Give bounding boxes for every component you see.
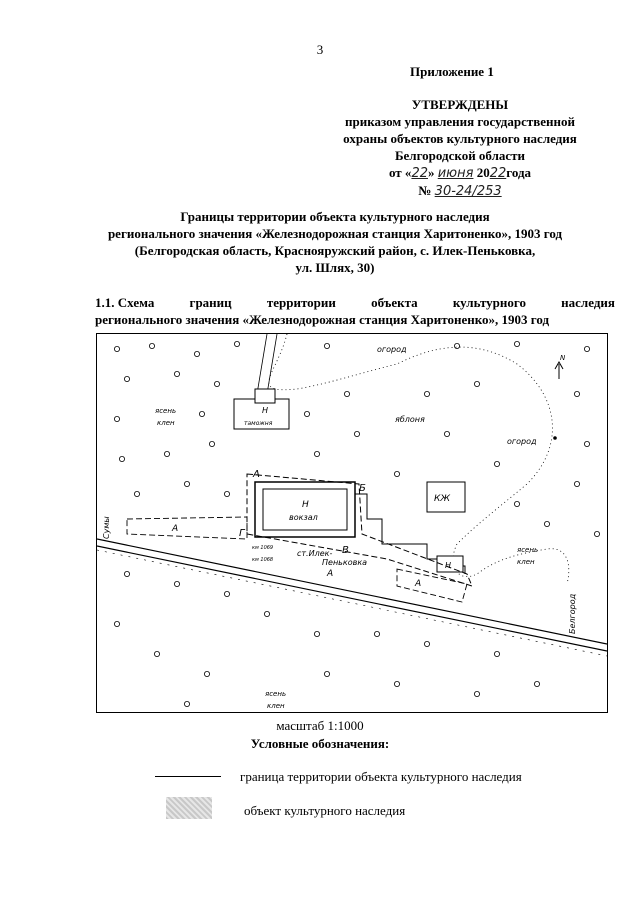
tree-marker [424,641,429,646]
point-marker [553,436,557,440]
map-label-station: вокзал [289,513,318,522]
map-label-garden-top: огород [377,345,407,354]
tree-marker [134,491,139,496]
map-zone-a: А [415,579,422,589]
map-label-road-right: Белгород [568,593,577,634]
tree-marker [304,411,309,416]
tree-marker [114,416,119,421]
map-drawing [97,334,607,712]
handwritten-month: июня [437,166,474,181]
tree-marker [224,491,229,496]
map-point-a: А [253,469,260,480]
approval-number: № 30-24/253 [418,183,502,199]
tree-marker [354,431,359,436]
legend-boundary-text: граница территории объекта культурного наследия [240,769,522,784]
tree-marker [314,451,319,456]
map-scale: масштаб 1:1000 [276,718,364,733]
tree-marker [234,341,239,346]
tree-marker [154,651,159,656]
tree-marker [374,631,379,636]
tree-marker [114,621,119,626]
legend-object-text: объект культурного наследия [244,803,406,818]
tree-marker [224,591,229,596]
tree-marker [494,651,499,656]
tree-marker [174,371,179,376]
tree-marker [209,441,214,446]
tree-marker [114,346,119,351]
map-point-v: В [342,545,349,556]
tree-marker [584,441,589,446]
map-label-customs-code: Н [262,406,269,415]
tree-marker [264,611,269,616]
tree-marker [454,343,459,348]
tree-marker [444,431,449,436]
map-label-apple: яблоня [395,415,425,424]
map-km-label: км 1068 [252,557,274,563]
document-title: Границы территории объекта культурного наследия регионального значения «Железнодорожная станция Харитоненко», 1903 год (Белгородская область, Краснояружский район, с. Илек-Пеньковка, ул. Шлях, 30) [107,209,563,275]
map-label-station-name: Пеньковка [322,558,368,567]
tree-marker [204,671,209,676]
tree-marker [514,501,519,506]
tree-marker [184,481,189,486]
tree-marker [184,701,189,706]
approval-block [300,96,620,200]
zone-a-left [127,517,247,539]
tree-marker [594,531,599,536]
tree-marker [474,381,479,386]
tree-marker [324,671,329,676]
approval-line: Белгородской области [394,148,526,163]
rail-line-top [97,539,607,644]
tree-marker [119,456,124,461]
map-label-maple: клен [267,702,285,710]
tree-marker [194,351,199,356]
north-arrow-icon [555,362,563,379]
map-small-n: Н [445,561,452,570]
path-line [267,334,277,394]
map-label-kzh: КЖ [434,494,451,504]
tree-markers [114,341,599,706]
map-label-road-left: Сумы [102,516,111,539]
tree-marker [124,571,129,576]
map-label-customs: таможня [244,420,273,427]
north-label: N [560,354,566,362]
handwritten-year: 22 [489,166,507,181]
tree-marker [199,411,204,416]
tree-marker [214,381,219,386]
tree-marker [424,391,429,396]
tree-marker [344,391,349,396]
tree-marker [534,681,539,686]
approval-line: приказом управления государственной [345,114,575,129]
tree-marker [584,346,589,351]
handwritten-day: 22 [411,166,428,181]
handwritten-number: 30-24/253 [434,184,502,199]
map-label-station-name: ст.Илек- [297,549,333,558]
tree-marker [164,451,169,456]
approval-date: от «22» июня 2022года [388,165,532,181]
approval-line: охраны объектов культурного наследия [343,131,577,146]
approval-heading: УТВЕРЖДЕНЫ [411,97,509,112]
tree-marker [494,461,499,466]
legend-object-swatch [166,797,212,819]
tree-marker [394,471,399,476]
tree-marker [124,376,129,381]
map-label-ash: ясень [265,690,287,698]
map-label-garden-right: огород [507,437,537,446]
boundary-map [96,333,608,713]
map-point-b: Б [359,483,366,494]
section-title: 1.1. Схема границ территории объекта культурного наследия регионального значения «Железнодорожная станция Харитоненко», 1903 год [95,295,615,327]
path-line [257,334,267,394]
map-km-label: км 1069 [252,545,274,551]
tree-marker [574,481,579,486]
zone-a-right [397,569,467,602]
legend-boundary-line [155,776,221,777]
appendix-label: Приложение 1 [410,64,494,79]
tree-marker [394,681,399,686]
map-zone-a: А [172,524,179,534]
tree-marker [314,631,319,636]
map-zone-a: А [327,569,334,579]
tree-marker [574,391,579,396]
map-label-station-code: Н [302,500,309,510]
page-number: 3 [316,42,324,57]
tree-marker [544,521,549,526]
map-label-ash: ясень [155,407,177,415]
map-label-ash: ясень [517,546,539,554]
map-point-g: Г [239,528,245,539]
tree-marker [514,341,519,346]
legend-title: Условные обозначения: [250,736,390,751]
map-label-maple: клен [157,419,175,427]
tree-marker [474,691,479,696]
tree-marker [324,343,329,348]
tree-marker [149,343,154,348]
customs-porch [255,389,275,403]
tree-marker [174,581,179,586]
map-label-maple: клен [517,558,535,566]
